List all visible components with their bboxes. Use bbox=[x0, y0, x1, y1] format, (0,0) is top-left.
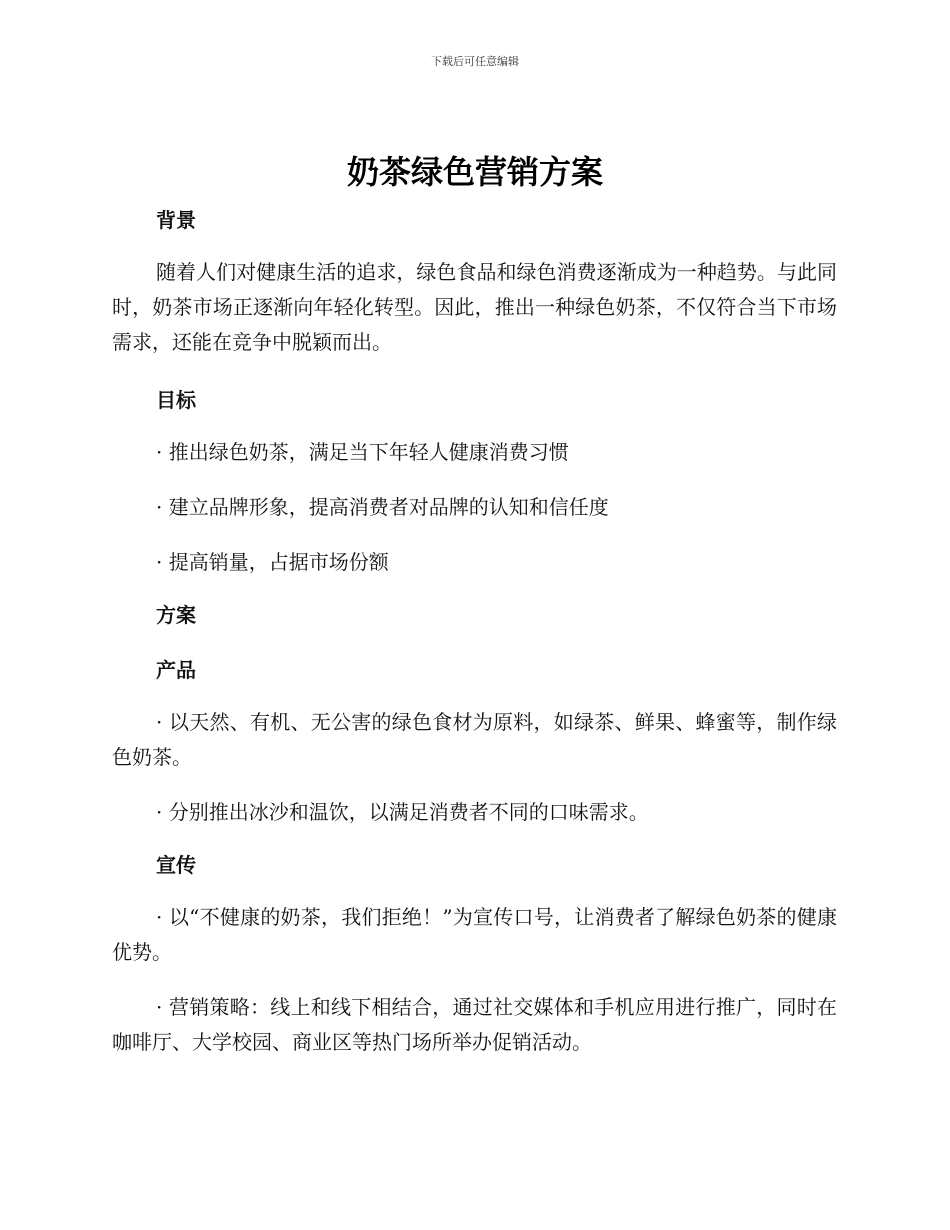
section-goals bbox=[112, 380, 837, 580]
section-heading-background: 背景 bbox=[156, 208, 196, 232]
section-heading-plan: 方案 bbox=[156, 603, 196, 627]
section-product bbox=[112, 650, 837, 830]
promotion-item: · 营销策略：线上和线下相结合，通过社交媒体和手机应用进行推广，同时在咖啡厅、大学校园、商业区等热门场所举办促销活动。 bbox=[112, 995, 837, 1054]
section-background bbox=[112, 200, 837, 360]
header-note: 下载后可任意编辑 bbox=[431, 55, 519, 68]
product-item: · 分别推出冰沙和温饮，以满足消费者不同的口味需求。 bbox=[156, 800, 649, 824]
section-heading-goals: 目标 bbox=[156, 388, 196, 412]
section-heading-promotion: 宣传 bbox=[156, 853, 196, 877]
goal-item: · 建立品牌形象，提高消费者对品牌的认知和信任度 bbox=[156, 495, 609, 519]
document-title: 奶茶绿色营销方案 bbox=[346, 153, 603, 191]
section-promotion bbox=[112, 845, 837, 1060]
product-item: · 以天然、有机、无公害的绿色食材为原料，如绿茶、鲜果、蜂蜜等，制作绿色奶茶。 bbox=[112, 710, 837, 769]
promotion-item: · 以“不健康的奶茶，我们拒绝！”为宣传口号，让消费者了解绿色奶茶的健康优势。 bbox=[112, 905, 837, 964]
goal-item: · 推出绿色奶茶，满足当下年轻人健康消费习惯 bbox=[156, 440, 569, 464]
section-heading-product: 产品 bbox=[156, 658, 196, 682]
section-plan bbox=[112, 595, 837, 635]
background-paragraph: 随着人们对健康生活的追求，绿色食品和绿色消费逐渐成为一种趋势。与此同时，奶茶市场正逐渐向年轻化转型。因此，推出一种绿色奶茶，不仅符合当下市场需求，还能在竞争中脱颖而出。 bbox=[112, 260, 837, 354]
document-body bbox=[112, 200, 837, 1060]
goal-item: · 提高销量，占据市场份额 bbox=[156, 550, 389, 574]
